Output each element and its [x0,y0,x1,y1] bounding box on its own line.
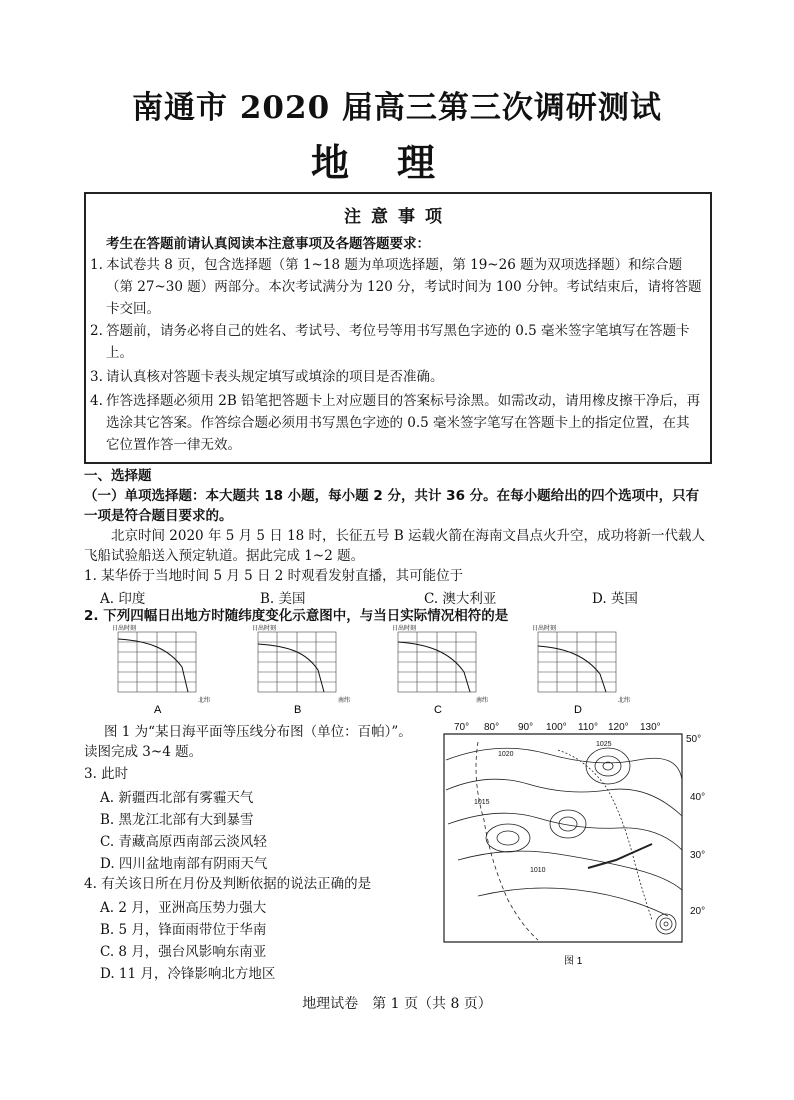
question-3-option-a: A. 新疆西北部有雾霾天气 [100,790,254,806]
map-lon-label: 80° [484,722,500,733]
question-4-stem: 4. 有关该日所在月份及判断依据的说法正确的是 [84,876,372,892]
question-1-option-a: A. 印度 [100,591,146,607]
map-lat-label: 40° [690,792,706,803]
notice-item-text: 请认真核对答题卡表头规定填写或填涂的项目是否准确。 [106,369,444,385]
map-lon-label: 110° [578,722,598,733]
section-heading: 一、选择题 [84,468,152,484]
isobar-label: 1020 [498,751,514,758]
q2-chart-b [248,622,352,716]
passage-2-line-2: 读图完成 3~4 题。 [84,744,203,760]
question-3-option-c: C. 青藏高原西南部云淡风轻 [100,834,267,850]
map-caption: 图 1 [564,956,583,967]
question-3-stem: 3. 此时 [84,766,129,782]
chart-d-xlabel: 北纬 [618,697,631,704]
map-lon-label: 90° [518,722,534,733]
passage-1: 北京时间 2020 年 5 月 5 日 18 时，长征五号 B 运载火箭在海南文昌点火升空，成功将新一代载人飞船试验船送入预定轨道。据此完成 1~2 题。 [84,528,706,564]
map-lon-label: 120° [608,722,629,733]
isobar-label: 1025 [596,741,612,748]
chart-a-xlabel: 北纬 [198,697,211,704]
passage-2-line-1: 图 1 为“某日海平面等压线分布图（单位：百帕）”。 [104,724,412,740]
question-1-option-b: B. 美国 [260,591,306,607]
notice-item-text: 本试卷共 8 页，包含选择题（第 1~18 题为单项选择题，第 19~26 题为双项选择题）和综合题（第 27~30 题）两部分。本次考试满分为 120 分，考试时间为 100 分钟。考试结束后，请将答题卡交回。 [106,257,702,317]
question-4-option-a: A. 2 月，亚洲高压势力强大 [100,900,267,916]
chart-d-label: D [574,704,582,716]
chart-b-ylabel: 日出时刻 [252,625,277,632]
notice-title: 注意事项 [344,207,452,227]
notice-item-number: 2. [90,323,103,339]
question-1-option-c: C. 澳大利亚 [424,591,497,607]
chart-b-label: B [294,704,302,716]
map-lat-label: 50° [686,734,702,745]
question-1-option-d: D. 英国 [592,591,638,607]
chart-b-xlabel: 南纬 [338,697,351,704]
chart-c-ylabel: 日出时刻 [392,625,417,632]
chart-a-label: A [154,704,162,716]
question-4-option-d: D. 11 月，冷锋影响北方地区 [100,966,276,982]
notice-item [90,390,702,456]
question-4-option-b: B. 5 月，锋面雨带位于华南 [100,922,267,938]
notice-item [90,320,702,364]
q2-chart-c [388,622,492,716]
exam-title: 南通市 2020 届高三第三次调研测试 [132,90,662,126]
chart-c-xlabel: 南纬 [476,697,489,704]
notice-item-text: 答题前，请务必将自己的姓名、考试号、考位号等用书写黑色字迹的 0.5 毫米签字笔填写在答题卡上。 [106,323,690,361]
notice-item-text: 作答选择题必须用 2B 铅笔把答题卡上对应题目的答案标号涂黑。如需改动，请用橡皮擦干净后，再选涂其它答案。作答综合题必须用书写黑色字迹的 0.5 毫米签字笔写在答题卡上的指定位置，在其它位置作答一律无效。 [106,393,701,453]
notice-item [90,366,702,388]
question-4-option-c: C. 8 月，强台风影响东南亚 [100,944,267,960]
question-3-option-d: D. 四川盆地南部有阴雨天气 [100,856,268,872]
notice-item-number: 1. [90,257,103,273]
chart-d-ylabel: 日出时刻 [532,625,557,632]
map-lat-label: 30° [690,850,706,861]
chart-c-label: C [434,704,442,716]
page-footer: 地理试卷 第 1 页（共 8 页） [302,996,492,1012]
chart-a-ylabel: 日出时刻 [112,625,137,632]
notice-item [90,254,702,320]
pressure-map [438,720,708,968]
subject-title: 地理 [310,140,483,185]
section-subheading: （一）单项选择题：本大题共 18 小题，每小题 2 分，共计 36 分。在每小题给出的四个选项中，只有一项是符合题目要求的。 [84,488,700,524]
q2-chart-a [108,622,212,716]
notice-intro: 考生在答题前请认真阅读本注意事项及各题答题要求： [106,236,430,252]
isobar-label: 1010 [530,867,546,874]
q2-chart-d [528,622,632,716]
notice-box [84,192,712,464]
notice-item-number: 4. [90,393,103,409]
question-2-stem: 2. 下列四幅日出地方时随纬度变化示意图中，与当日实际情况相符的是 [84,608,509,624]
isobar-label: 1015 [474,799,490,806]
question-3-option-b: B. 黑龙江北部有大到暴雪 [100,812,254,828]
map-lat-label: 20° [690,906,706,917]
notice-item-number: 3. [90,369,103,385]
map-lon-label: 70° [454,722,470,733]
question-1-stem: 1. 某华侨于当地时间 5 月 5 日 2 时观看发射直播，其可能位于 [84,568,464,584]
map-lon-label: 100° [546,722,567,733]
map-lon-label: 130° [640,722,661,733]
